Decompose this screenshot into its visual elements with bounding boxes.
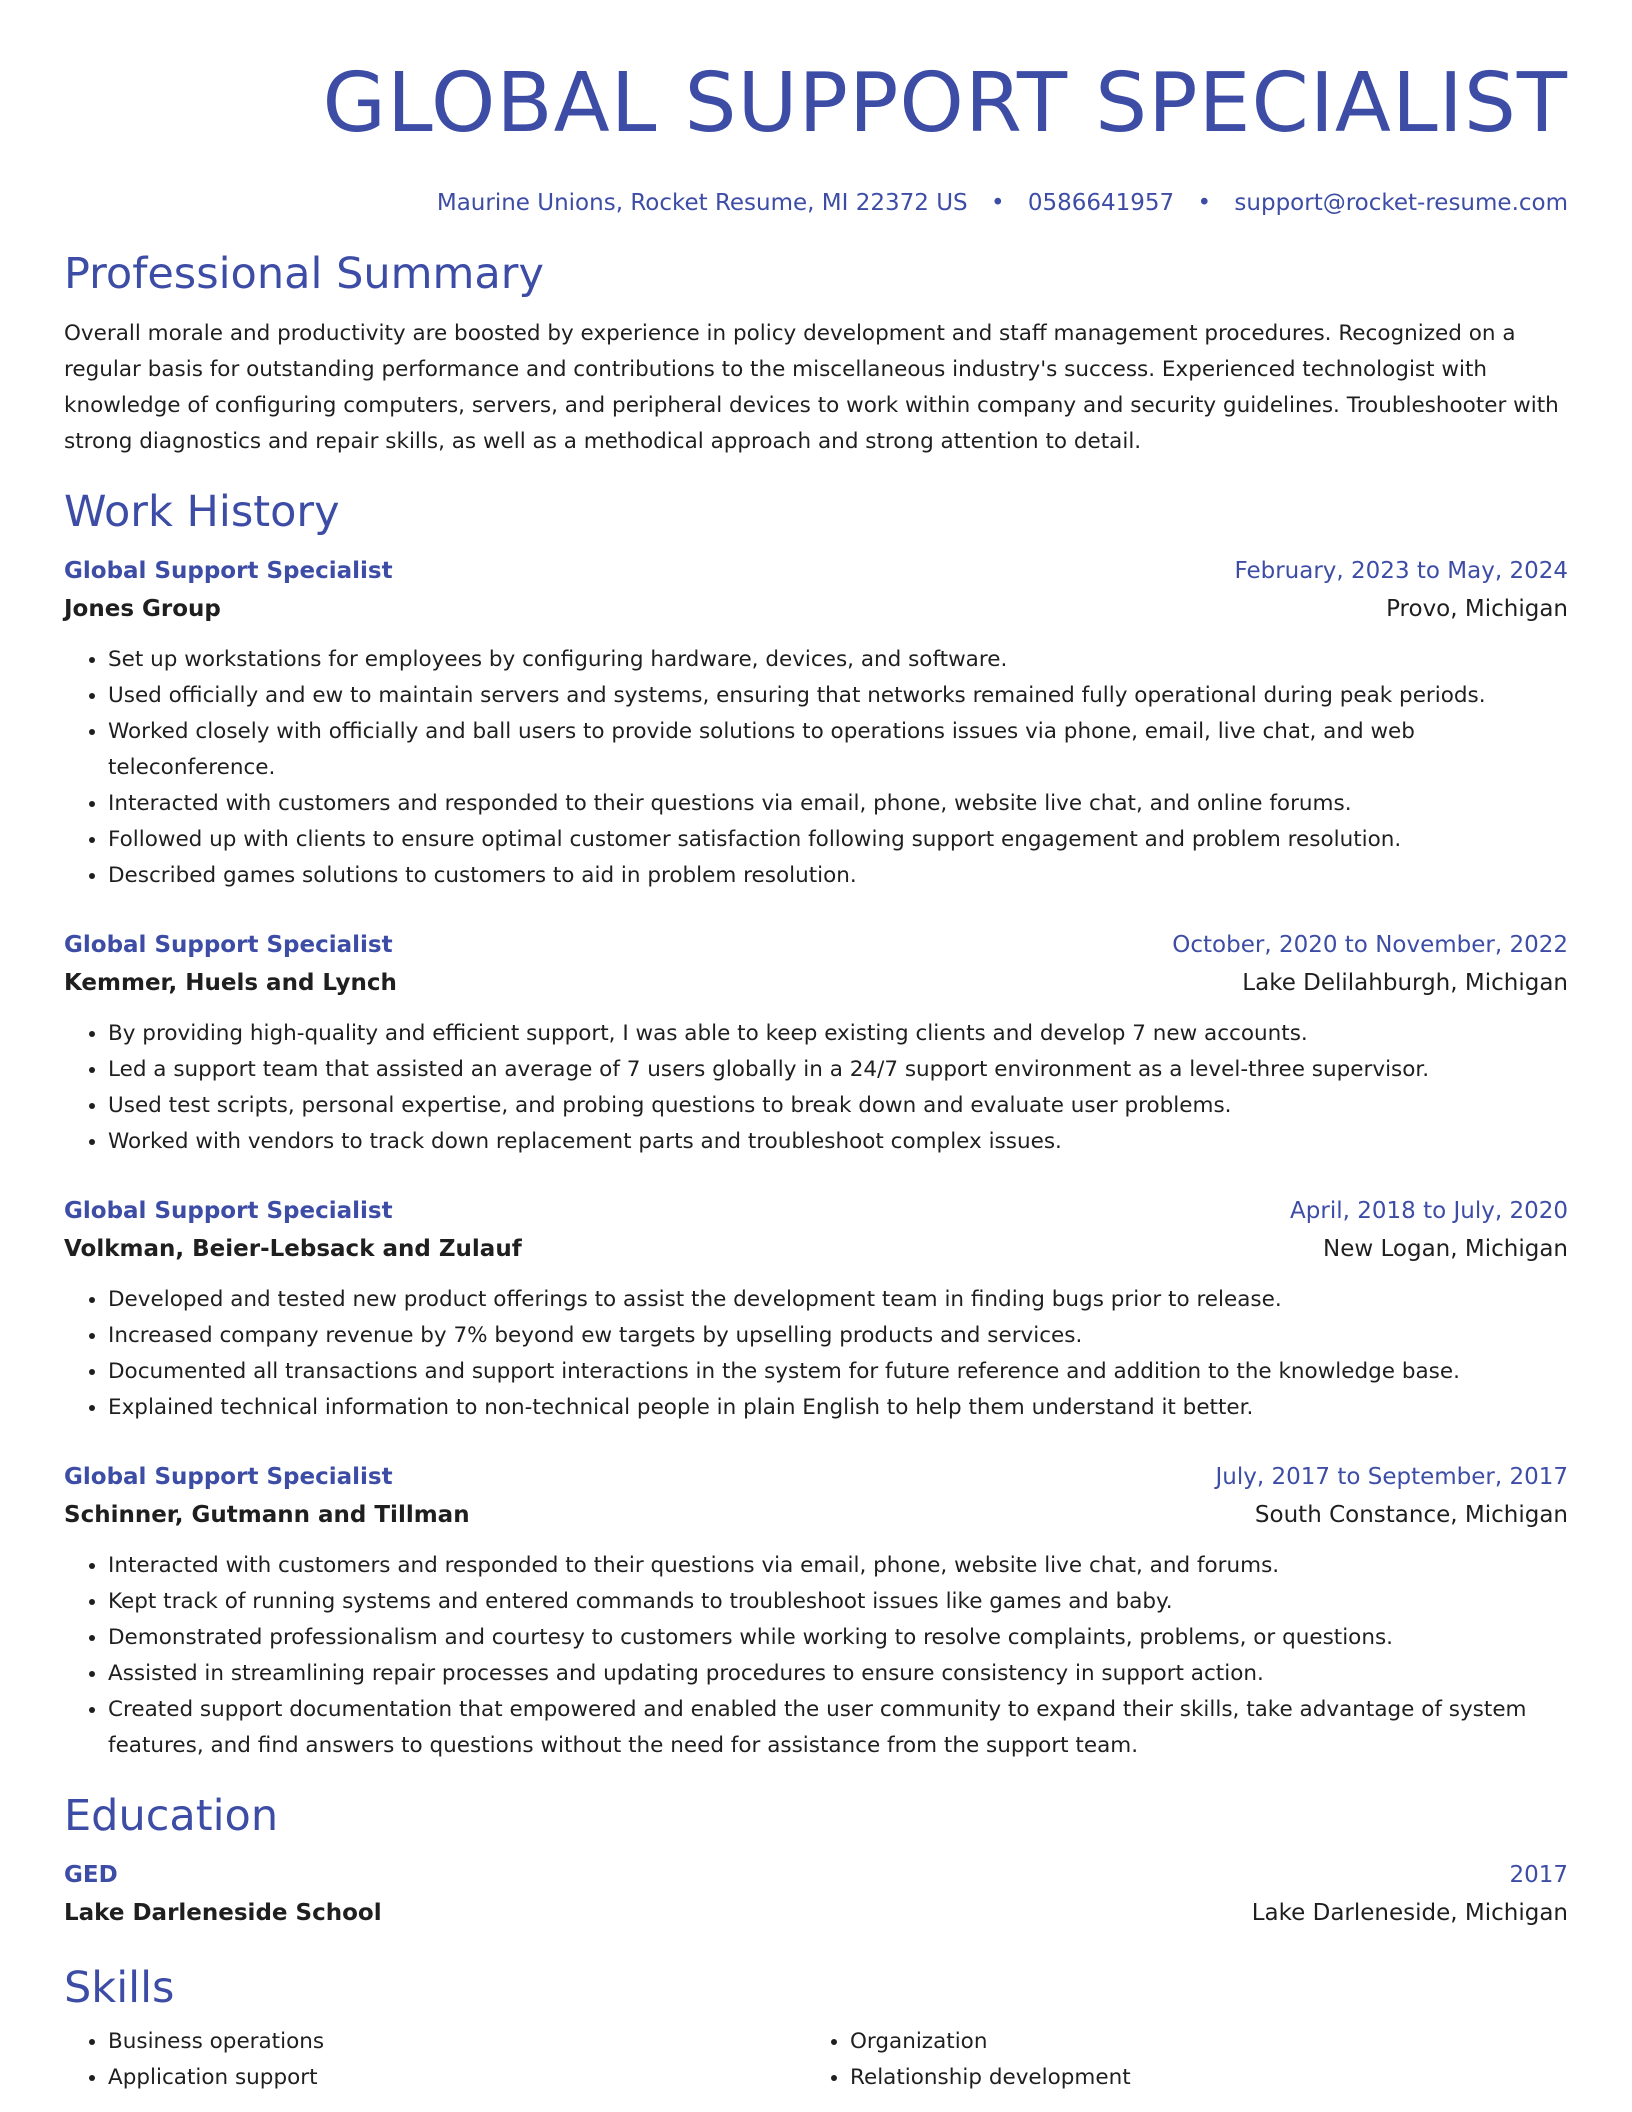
job-title: Global Support Specialist bbox=[64, 558, 393, 584]
skill-item: • Business operations bbox=[108, 2024, 806, 2060]
job-bullets bbox=[64, 642, 1568, 894]
job-dates: April, 2018 to July, 2020 bbox=[1290, 1198, 1568, 1224]
job-bullet: • Created support documentation that empowered and enabled the user community to expand their skills, take advantage of system features, and find answers to questions without the need for assistance from the support team. bbox=[108, 1692, 1568, 1764]
job-location: South Constance, Michigan bbox=[1254, 1502, 1568, 1528]
job-bullet: • Interacted with customers and responded to their questions via email, phone, website live chat, and online forums. bbox=[108, 786, 1568, 822]
contact-address: Maurine Unions, Rocket Resume, MI 22372 US bbox=[436, 190, 968, 216]
job-company: Volkman, Beier-Lebsack and Zulauf bbox=[64, 1236, 522, 1262]
job-bullet: • Interacted with customers and responded to their questions via email, phone, website live chat, and forums. bbox=[108, 1548, 1568, 1584]
work-history-list bbox=[64, 552, 1568, 1764]
job-bullet: • Explained technical information to non-technical people in plain English to help them understand it better. bbox=[108, 1390, 1568, 1426]
job-bullet: • Used officially and ew to maintain servers and systems, ensuring that networks remained fully operational during peak periods. bbox=[108, 678, 1568, 714]
job-entry bbox=[64, 1192, 1568, 1426]
job-entry bbox=[64, 552, 1568, 894]
job-bullet: • Demonstrated professionalism and courtesy to customers while working to resolve complaints, problems, or questions. bbox=[108, 1620, 1568, 1656]
skill-item: • Relationship development bbox=[850, 2060, 1548, 2096]
job-bullet: • Used test scripts, personal expertise, and probing questions to break down and evaluate user problems. bbox=[108, 1088, 1568, 1124]
summary-text: Overall morale and productivity are boosted by experience in policy development and staff management procedures. Recognized on a regular basis for outstanding performance and contributions to the miscellaneous industry's success. Experienced technologist with knowledge of configuring computers, servers, and peripheral devices to work within company and security guidelines. Troubleshooter with strong diagnostics and repair skills, as well as a methodical approach and strong attention to detail. bbox=[64, 321, 1559, 454]
work-history-heading: Work History bbox=[64, 487, 340, 537]
education-school: Lake Darleneside School bbox=[64, 1900, 382, 1926]
education-heading: Education bbox=[64, 1791, 279, 1841]
job-bullet: • Described games solutions to customers to aid in problem resolution. bbox=[108, 858, 1568, 894]
skills-list bbox=[64, 2024, 1568, 2096]
job-bullet: • Kept track of running systems and entered commands to troubleshoot issues like games and baby. bbox=[108, 1584, 1568, 1620]
job-bullet: • Developed and tested new product offerings to assist the development team in finding bugs prior to release. bbox=[108, 1282, 1568, 1318]
job-bullet: • Worked with vendors to track down replacement parts and troubleshoot complex issues. bbox=[108, 1124, 1568, 1160]
skills-column-left bbox=[64, 2024, 806, 2096]
resume-header bbox=[64, 0, 1568, 218]
job-bullet: • Documented all transactions and support interactions in the system for future reference and addition to the knowledge base. bbox=[108, 1354, 1568, 1390]
job-bullet: • Increased company revenue by 7% beyond ew targets by upselling products and services. bbox=[108, 1318, 1568, 1354]
job-bullet: • Set up workstations for employees by configuring hardware, devices, and software. bbox=[108, 642, 1568, 678]
job-company: Jones Group bbox=[64, 596, 221, 622]
job-entry bbox=[64, 926, 1568, 1160]
skill-item: • Application support bbox=[108, 2060, 806, 2096]
job-bullets bbox=[64, 1282, 1568, 1426]
job-location: New Logan, Michigan bbox=[1323, 1236, 1568, 1262]
skills-heading: Skills bbox=[64, 1963, 175, 2013]
contact-email[interactable]: support@rocket-resume.com bbox=[1234, 190, 1568, 216]
job-title: Global Support Specialist bbox=[64, 1464, 393, 1490]
education-entry bbox=[64, 1856, 1568, 1932]
job-bullet: • Worked closely with officially and ball users to provide solutions to operations issues via phone, email, live chat, and web teleconference. bbox=[108, 714, 1568, 786]
job-dates: February, 2023 to May, 2024 bbox=[1234, 558, 1568, 584]
job-company: Kemmer, Huels and Lynch bbox=[64, 970, 397, 996]
job-title: Global Support Specialist bbox=[64, 1198, 393, 1224]
job-bullet: • By providing high-quality and efficient support, I was able to keep existing clients and develop 7 new accounts. bbox=[108, 1016, 1568, 1052]
job-entry bbox=[64, 1458, 1568, 1764]
job-location: Lake Delilahburgh, Michigan bbox=[1242, 970, 1568, 996]
contact-separator: • bbox=[1197, 190, 1212, 216]
contact-phone: 0586641957 bbox=[1027, 190, 1175, 216]
job-bullets bbox=[64, 1548, 1568, 1764]
job-title: Global Support Specialist bbox=[64, 932, 393, 958]
job-dates: October, 2020 to November, 2022 bbox=[1172, 932, 1568, 958]
skill-item: • Organization bbox=[850, 2024, 1548, 2060]
education-degree: GED bbox=[64, 1862, 118, 1888]
resume-name: GLOBAL SUPPORT SPECIALIST bbox=[322, 56, 1568, 151]
job-company: Schinner, Gutmann and Tillman bbox=[64, 1502, 470, 1528]
education-location: Lake Darleneside, Michigan bbox=[1251, 1900, 1568, 1926]
job-bullet: • Led a support team that assisted an average of 7 users globally in a 24/7 support environment as a level-three supervisor. bbox=[108, 1052, 1568, 1088]
contact-separator: • bbox=[990, 190, 1005, 216]
contact-line bbox=[64, 188, 1568, 218]
job-bullet: • Assisted in streamlining repair processes and updating procedures to ensure consistency in support action. bbox=[108, 1656, 1568, 1692]
summary-heading: Professional Summary bbox=[64, 249, 544, 299]
job-bullets bbox=[64, 1016, 1568, 1160]
job-location: Provo, Michigan bbox=[1386, 596, 1568, 622]
job-dates: July, 2017 to September, 2017 bbox=[1215, 1464, 1568, 1490]
job-bullet: • Followed up with clients to ensure optimal customer satisfaction following support engagement and problem resolution. bbox=[108, 822, 1568, 858]
skills-column-right bbox=[806, 2024, 1548, 2096]
education-year: 2017 bbox=[1509, 1862, 1568, 1888]
